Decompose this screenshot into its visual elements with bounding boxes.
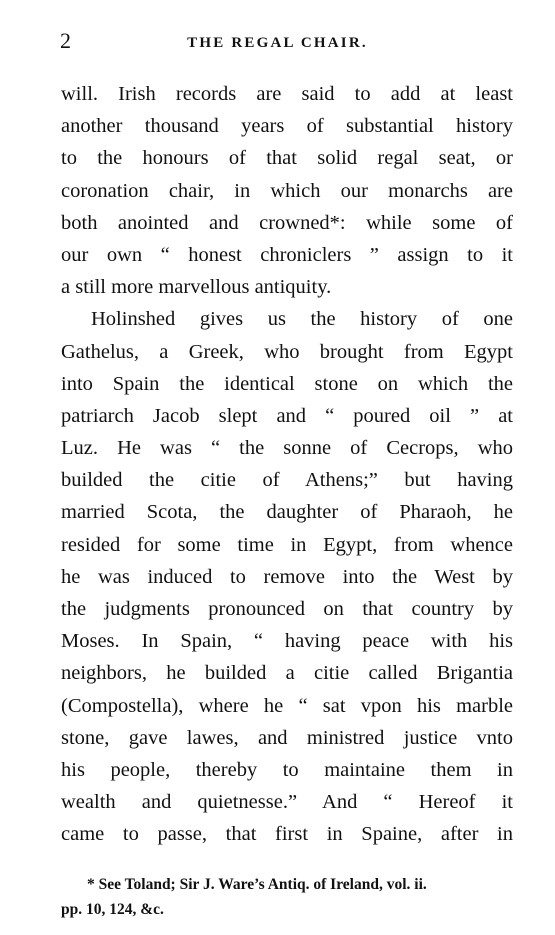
text-line: the judgments pronounced on that country by: [61, 598, 513, 620]
text-line: Gathelus, a Greek, who brought from Egypt: [61, 340, 513, 363]
text-line: married Scota, the daughter of Pharaoh, he: [61, 501, 513, 524]
page-number: 2: [60, 28, 71, 53]
text-line: patriarch Jacob slept and “ poured oil ” at: [61, 404, 513, 427]
text-line: to the honours of that solid regal seat, or: [61, 147, 513, 170]
footnote-line: * See Toland; Sir J. Ware’s Antiq. of Ireland, vol. ii.: [87, 876, 427, 893]
footnote-line: pp. 10, 124, &c.: [61, 901, 164, 918]
text-line: our own “ honest chroniclers ” assign to it: [61, 243, 513, 266]
text-line: both anointed and crowned*: while some of: [61, 211, 513, 234]
text-line: resided for some time in Egypt, from whence: [61, 533, 513, 556]
paragraph-end-line: a still more marvellous antiquity.: [61, 276, 332, 299]
text-line: builded the citie of Athens;” but having: [61, 469, 513, 492]
text-line: he was induced to remove into the West by: [61, 565, 513, 588]
text-line: came to passe, that first in Spaine, after in: [61, 823, 513, 846]
text-line: neighbors, he builded a citie called Brigantia: [61, 662, 513, 685]
text-line: will. Irish records are said to add at least: [61, 83, 513, 105]
paragraph-start-line: Holinshed gives us the history of one: [91, 308, 513, 331]
text-line: (Compostella), where he “ sat vpon his marble: [61, 694, 513, 717]
text-line: Luz. He was “ the sonne of Cecrops, who: [61, 437, 513, 460]
body-text: [61, 78, 513, 851]
text-line: stone, gave lawes, and ministred justice vnto: [61, 726, 513, 749]
footnote: [61, 872, 513, 922]
text-line: into Spain the identical stone on which the: [61, 372, 513, 395]
text-line: Moses. In Spain, “ having peace with his: [61, 630, 513, 653]
text-line: wealth and quietnesse.” And “ Hereof it: [61, 791, 513, 814]
text-line: another thousand years of substantial history: [61, 115, 513, 138]
text-line: his people, thereby to maintaine them in: [61, 758, 513, 781]
running-title: THE REGAL CHAIR.: [187, 35, 368, 51]
text-line: coronation chair, in which our monarchs are: [61, 179, 513, 202]
